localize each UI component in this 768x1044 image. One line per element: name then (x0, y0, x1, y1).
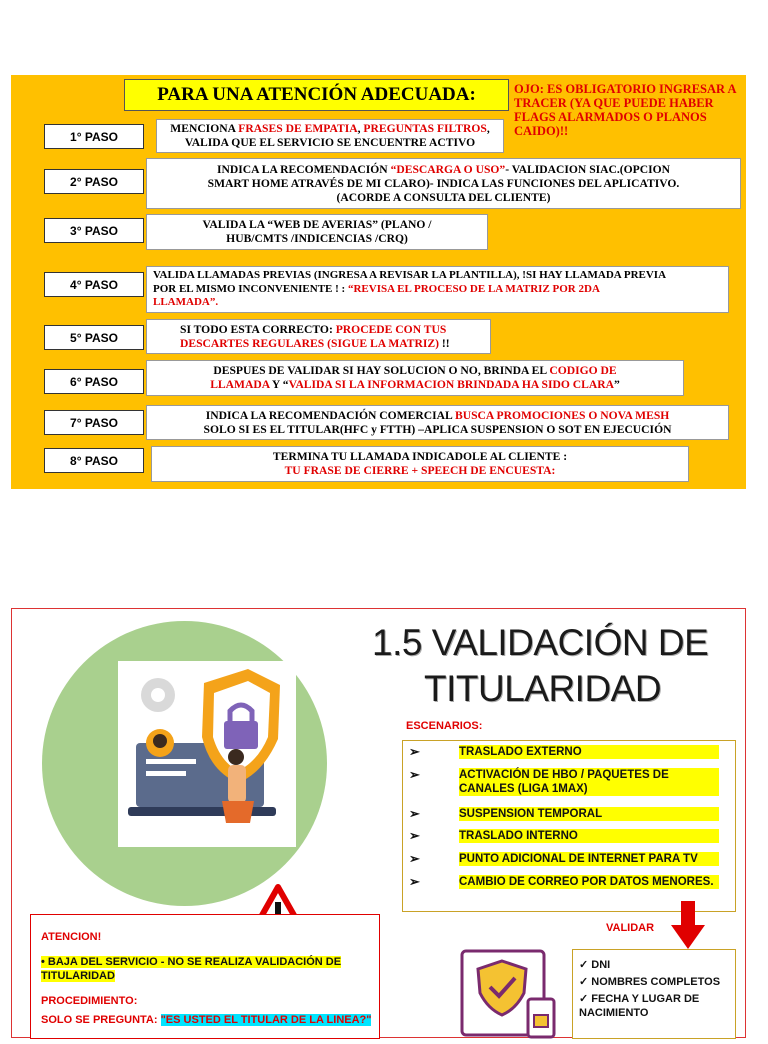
step-4-label: 4° PASO (44, 272, 144, 297)
step-3-text: VALIDA LA “WEB DE AVERIAS” (PLANO / HUB/CMTS /INDICENCIAS /CRQ) (146, 214, 488, 250)
procedure-question: SOLO SE PREGUNTA: "ES USTED EL TITULAR DE LA LINEA?" (41, 1014, 372, 1026)
validar-item: ✓ DNI (579, 959, 611, 971)
step-5-label: 5° PASO (44, 325, 144, 350)
step-7-label: 7° PASO (44, 410, 144, 435)
step-8-text: TERMINA TU LLAMADA INDICADOLE AL CLIENTE : TU FRASE DE CIERRE + SPEECH DE ENCUESTA: (151, 446, 689, 482)
validar-item: ✓ FECHA Y LUGAR DE NACIMIENTO (579, 993, 700, 1019)
procedure-slide (11, 75, 746, 489)
step-8-label: 8° PASO (44, 448, 144, 473)
step-2-label: 2° PASO (44, 169, 144, 194)
step-1-label: 1° PASO (44, 124, 144, 149)
validar-label: VALIDAR (606, 922, 655, 934)
slide-title-line-1: 1.5 VALIDACIÓN DE (372, 622, 709, 663)
step-6-label: 6° PASO (44, 369, 144, 394)
procedure-heading: PROCEDIMIENTO: (41, 995, 138, 1007)
arrow-down-icon (671, 901, 705, 949)
validar-box (572, 949, 736, 1039)
step-2-text: INDICA LA RECOMENDACIÓN “DESCARGA O USO”- VALIDACION SIAC.(OPCION SMART HOME ATRAVÉS DE MI CLARO)- INDICA LAS FUNCIONES DEL APLICATIVO. (ACORDE A CONSULTA DEL CLIENTE) (146, 158, 741, 209)
validar-item: ✓ NOMBRES COMPLETOS (579, 976, 721, 988)
shield-check-icon (458, 947, 558, 1039)
step-3-label: 3° PASO (44, 218, 144, 243)
step-7-text: INDICA LA RECOMENDACIÓN COMERCIAL BUSCA PROMOCIONES O NOVA MESH SOLO SI ES EL TITULAR(HFC y FTTH) –APLICA SUSPENSION O SOT EN EJECUCIÓN (146, 405, 729, 440)
attention-box (30, 914, 380, 1039)
attention-bullet: • BAJA DEL SERVICIO - NO SE REALIZA VALIDACIÓN DE TITULARIDAD (41, 956, 342, 982)
slide-title: PARA UNA ATENCIÓN ADECUADA: (124, 79, 509, 111)
step-4-text: VALIDA LLAMADAS PREVIAS (INGRESA A REVISAR LA PLANTILLA), !SI HAY LLAMADA PREVIA POR EL MISMO INCONVENIENTE ! : “REVISA EL PROCESO DE LA MATRIZ POR 2DA LLAMADA”. (146, 266, 729, 313)
tracer-warning: OJO: ES OBLIGATORIO INGRESAR A TRACER (YA QUE PUEDE HABER FLAGS ALARMADOS O PLANOS CAIDO)!! (514, 82, 736, 138)
step-1-text: MENCIONA FRASES DE EMPATIA, PREGUNTAS FILTROS, VALIDA QUE EL SERVICIO SE ENCUENTRE ACTIVO (156, 119, 504, 153)
step-6-text: DESPUES DE VALIDAR SI HAY SOLUCION O NO, BRINDA EL CODIGO DE LLAMADA Y “VALIDA SI LA INFORMACION BRINDADA HA SIDO CLARA” (146, 360, 684, 396)
attention-heading: ATENCION! (41, 931, 102, 943)
slide-title-line-2: TITULARIDAD (424, 668, 662, 709)
scenarios-label: ESCENARIOS: (406, 720, 483, 732)
step-5-text: SI TODO ESTA CORRECTO: PROCEDE CON TUS DESCARTES REGULARES (SIGUE LA MATRIZ) !! (146, 319, 491, 354)
titularidad-slide (11, 608, 746, 1038)
titular-illustration (118, 661, 296, 847)
scenarios-box: ➢ TRASLADO EXTERNO ➢ ACTIVACIÓN DE HBO / PAQUETES DE CANALES (LIGA 1MAX) ➢ SUSPENSION TEMPORAL ➢ TRASLADO INTERNO ➢ PUNTO ADICIONAL DE INTERNET PARA TV ➢ CAMBIO DE CORREO POR DATOS MENORES. (402, 740, 736, 912)
padlock-shield-icon (118, 661, 296, 847)
